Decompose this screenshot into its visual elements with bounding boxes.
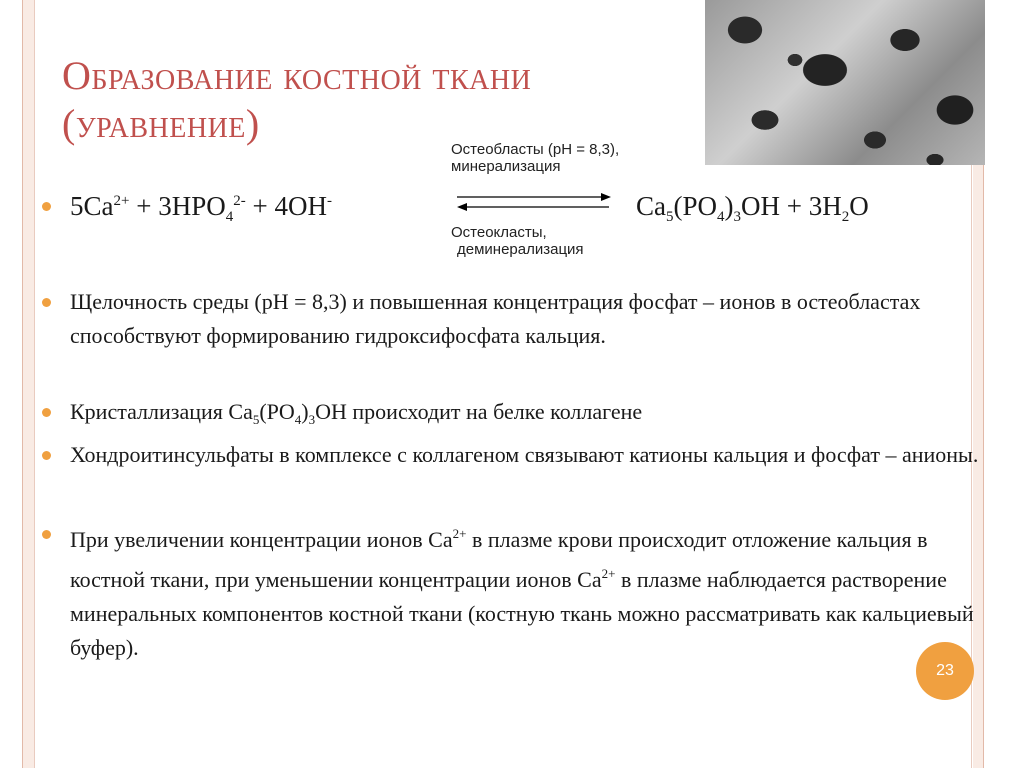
p2-text: ) [301, 399, 309, 424]
eq-text: Ca [636, 191, 666, 221]
paragraph-chondroitin: Хондроитинсульфаты в комплексе с коллагеном связывают катионы кальция и фосфат – анионы. [70, 442, 979, 467]
p2-sub: 4 [294, 412, 302, 427]
forward-condition-line-1: Остеобласты (pH = 8,3), [451, 141, 620, 158]
reaction-forward-condition [451, 141, 619, 175]
bone-tissue-photo [705, 0, 985, 165]
p4-sup: 2+ [601, 566, 616, 581]
title-line-2: (уравнение) [62, 101, 260, 146]
eq-text: 5Ca [70, 191, 114, 221]
bullet-dot [42, 298, 51, 307]
p2-sub: 3 [308, 412, 316, 427]
page-number-badge: 23 [916, 642, 974, 700]
eq-sub: 2 [841, 209, 850, 225]
equilibrium-arrows-icon [455, 192, 615, 214]
p4-text: в плазме крови происходит отложение кальция в костной ткани, при уменьшении концентрации ионов Ca [70, 527, 928, 592]
p4-text: При увеличении концентрации ионов Ca [70, 527, 453, 552]
p2-text: OH происходит на белке коллагене [315, 399, 643, 424]
eq-text: (PO [673, 191, 718, 221]
eq-text: + 4OH [245, 191, 327, 221]
reverse-condition-line-1: Остеокласты, [451, 224, 547, 241]
eq-sub: 3 [733, 209, 742, 225]
equation-right-side [636, 191, 869, 226]
eq-sub: 5 [666, 209, 674, 225]
p4-sup: 2+ [452, 526, 467, 541]
bullet-dot [42, 408, 51, 417]
p2-text: Кристаллизация Ca [70, 399, 253, 424]
equation-left-side [70, 191, 332, 226]
eq-sub: 4 [717, 209, 725, 225]
forward-condition-line-2: минерализация [451, 158, 561, 175]
paragraph-calcium-buffer [70, 517, 985, 665]
reverse-condition-line-2: деминерализация [457, 241, 584, 258]
bullet-dot [42, 451, 51, 460]
paragraph-alkalinity: Щелочность среды (pH = 8,3) и повышенная концентрация фосфат – ионов в остеобластах способствуют формированию гидроксифосфата кальция. [70, 289, 921, 348]
eq-sup: 2+ [113, 193, 130, 209]
bullet-dot [42, 530, 51, 539]
eq-sub: 4 [225, 209, 234, 225]
p2-text: (PO [259, 399, 295, 424]
eq-text: OH + 3H [741, 191, 842, 221]
eq-text: + 3HPO [129, 191, 226, 221]
paragraph-crystallization [70, 395, 985, 437]
eq-sup: - [326, 193, 332, 209]
title-line-1: Образование костной ткани [62, 53, 532, 98]
p4-text: в плазме наблюдается растворение минеральных компонентов костной ткани (костную ткань можно рассматривать как кальциевый буфер). [70, 567, 974, 660]
bullet-dot [42, 202, 51, 211]
slide-title [62, 52, 702, 148]
eq-sup: 2- [233, 193, 246, 209]
eq-text: ) [724, 191, 734, 221]
eq-text: O [849, 191, 869, 221]
p2-sub: 5 [252, 412, 260, 427]
reaction-reverse-condition [451, 224, 584, 258]
